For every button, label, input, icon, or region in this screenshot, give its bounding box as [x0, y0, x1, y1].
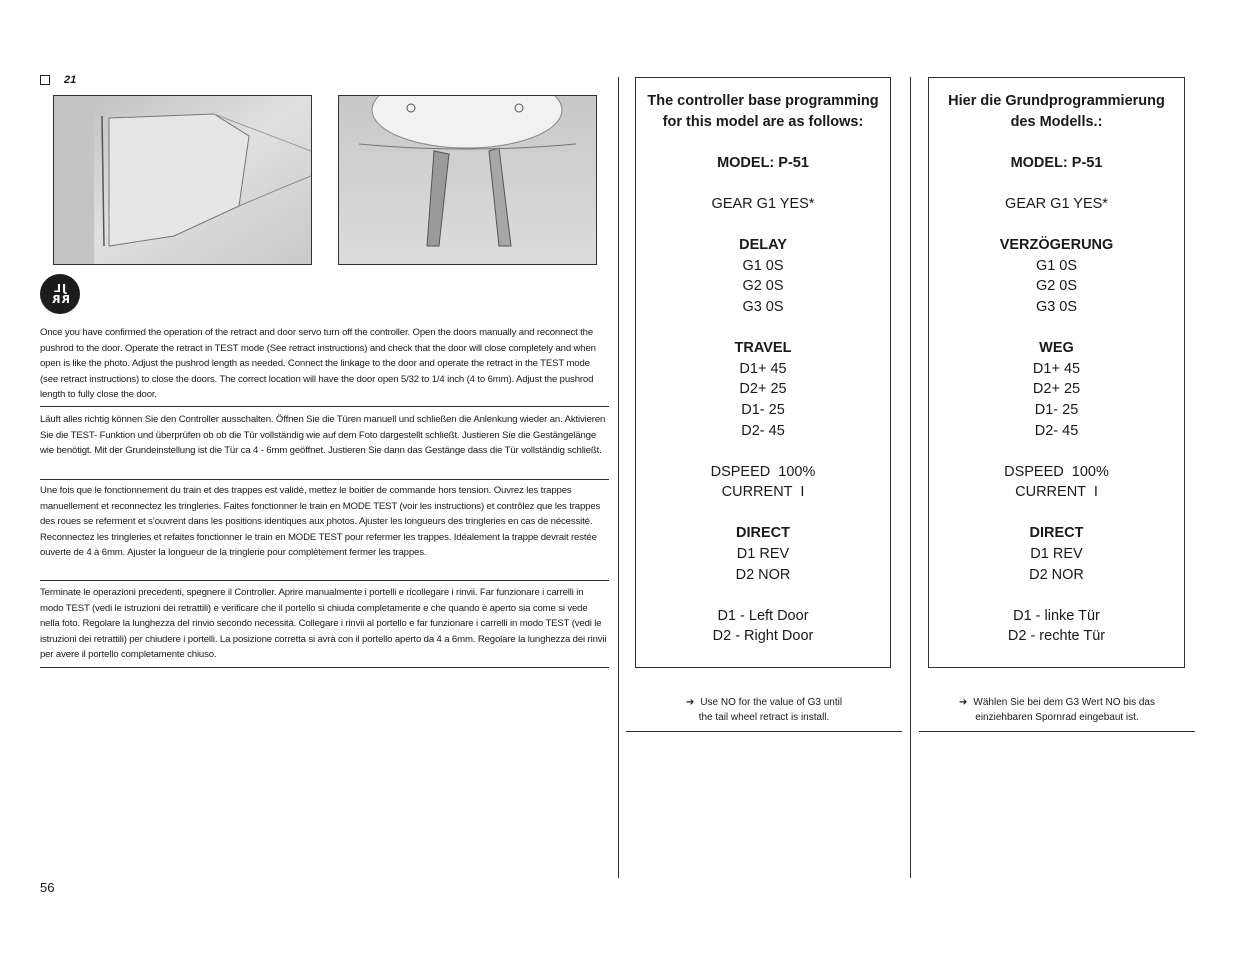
direct-value: D1 REV: [736, 546, 790, 563]
direct-value: D2 NOR: [735, 566, 791, 583]
travel-value: D1- 25: [741, 401, 785, 418]
travel-value: D2- 45: [741, 422, 785, 439]
model-label: MODEL: P-51: [1010, 154, 1103, 171]
dspeed-setting: DSPEED 100%: [710, 463, 816, 480]
note-line: Use NO for the value of G3 until: [700, 697, 843, 708]
note-line: einziehbaren Spornrad eingebaut ist.: [975, 712, 1139, 723]
delay-value: G3 0S: [742, 298, 784, 315]
divider: [40, 580, 609, 581]
travel-value: D1- 25: [1034, 401, 1079, 418]
divider: [40, 667, 609, 668]
delay-title: VERZÖGERUNG: [999, 237, 1114, 254]
arrow-right-icon: ➔: [685, 697, 695, 708]
box-heading: des Modells.:: [1010, 113, 1103, 130]
direct-title: DIRECT: [736, 525, 790, 542]
delay-value: G2 0S: [742, 278, 784, 295]
delay-title: DELAY: [739, 237, 787, 254]
direct-value: D2 NOR: [1029, 566, 1084, 583]
note-english: [626, 695, 902, 725]
travel-value: D1+ 45: [739, 360, 787, 377]
delay-value: G1 0S: [742, 257, 784, 274]
delay-value: G1 0S: [1035, 257, 1078, 274]
door-label: D2 - rechte Tür: [1007, 628, 1106, 645]
gear-setting: GEAR G1 YES*: [1005, 195, 1108, 212]
divider: [626, 731, 902, 732]
delay-value: G2 0S: [1035, 278, 1078, 295]
travel-value: D2+ 25: [739, 381, 787, 398]
arrow-right-icon: ➔: [959, 697, 968, 708]
current-setting: CURRENT I: [1015, 484, 1098, 501]
door-label: D1 - linke Tür: [1013, 607, 1100, 624]
step-checkbox[interactable]: [40, 75, 50, 85]
step-number: 21: [64, 74, 77, 86]
step-header: [40, 74, 76, 86]
travel-value: D1+ 45: [1032, 360, 1081, 377]
paragraph-french: Une fois que le fonctionnement du train et des trappes est validé, mettez le boitier de commande hors tension. Ouvrez les trappes manuellement et reconnectez les tringleries. Faites fonctionner le train en MODE TEST (voir les instructions) et contrôlez que les trappes des roues se referment et s’ouvrent dans les positions identiques aux photos. Ajuster les longueurs des tringleries en cas de nécessité. Reconnectez les tringleries et refaites fonctionner le train en MODE TEST pour refermer les trappes. Idéalement la trappe devrait restée ouverte de 4 à 6mm. Ajuster la longueur de la tringlerie pour complètement fermer les trappes.: [40, 485, 601, 558]
divider: [919, 731, 1195, 732]
dspeed-setting: DSPEED 100%: [1004, 463, 1109, 480]
gear-setting: GEAR G1 YES*: [711, 195, 815, 212]
paragraph-italian: Terminate le operazioni precedenti, spegnere il Controller. Aprire manualmente i portelli e ricollegare i rinvii. Far funzionare i carrelli in modo TEST (vedi le istruzioni dei retrattili) e verificare che il portello si chiuda completamente e che quando è aperto sia come si vede nella foto. Regolare la lunghezza del rinvio secondo necessità. Collegare i rinvii al portello e far funzionare i carrelli in modo TEST (vedi le istruzioni dei retrattili) per chiudere i portelli. La posizione corretta si avrà con il portello aperto da 4 a 6mm. Regolare la lunghezza dei rinvii per avere il portello completamente chiuso.: [40, 587, 607, 660]
box-heading: for this model are as follows:: [662, 113, 864, 130]
current-setting: CURRENT I: [721, 484, 805, 501]
travel-title: TRAVEL: [734, 340, 792, 357]
delay-value: G3 0S: [1035, 298, 1078, 315]
door-label: D1 - Left Door: [717, 607, 809, 624]
direct-title: DIRECT: [1029, 525, 1084, 542]
photo-gear-doors: [338, 95, 597, 265]
travel-value: D2- 45: [1034, 422, 1079, 439]
door-label: D2 - Right Door: [712, 628, 814, 645]
badge-bottom-text: RR: [50, 293, 70, 306]
travel-title: WEG: [1039, 340, 1074, 357]
paragraph-german: Läuft alles richtig können Sie den Controller ausschalten. Öffnen Sie die Türen manuell und schließen die Anlenkung wieder an. Aktivieren Sie die TEST- Funktion und überprüfen ob ob die Tür vollständig wie auf dem Foto dargestellt schließt. Justieren Sie die Gestängelänge wie benötigt. Mit der Grundeinstellung ist die Tür ca 4 - 6mm geöffnet. Justieren Sie dann das Gestänge dass die Tür vollständig schließt.: [40, 414, 606, 456]
page-number: 56: [40, 880, 55, 895]
box-heading: The controller base programming: [647, 93, 879, 109]
divider: [40, 479, 609, 480]
direct-value: D1 REV: [1030, 546, 1083, 563]
photo-wing-door: [53, 95, 312, 265]
settings-box-english: [635, 77, 891, 668]
jlrr-badge-icon: [40, 274, 80, 314]
model-label: MODEL: P-51: [717, 154, 809, 171]
column-divider: [618, 77, 619, 878]
note-german: [919, 695, 1195, 725]
column-divider: [910, 77, 911, 878]
note-line: the tail wheel retract is install.: [698, 712, 830, 723]
divider: [40, 406, 609, 407]
travel-value: D2+ 25: [1032, 381, 1081, 398]
note-line: Wählen Sie bei dem G3 Wert NO bis das: [973, 697, 1155, 708]
badge-top-text: JL: [53, 282, 67, 295]
box-heading: Hier die Grundprogrammierung: [948, 93, 1165, 109]
settings-box-german: [928, 77, 1185, 668]
paragraph-english: Once you have confirmed the operation of the retract and door servo turn off the controller. Open the doors manually and reconnect the pushrod to the door. Operate the retract in TEST mode (See retract instructions) and check that the door will close completely and when open is like the photo. Adjust the pushrod length as needed. Connect the linkage to the door and operate the retract in the TEST mode (see retract instructions) to close the doors. The correct location will have the door open 5/32 to 1/4 inch (4 to 6mm). Adjust the pushrod length to fully close the door.: [40, 327, 596, 400]
